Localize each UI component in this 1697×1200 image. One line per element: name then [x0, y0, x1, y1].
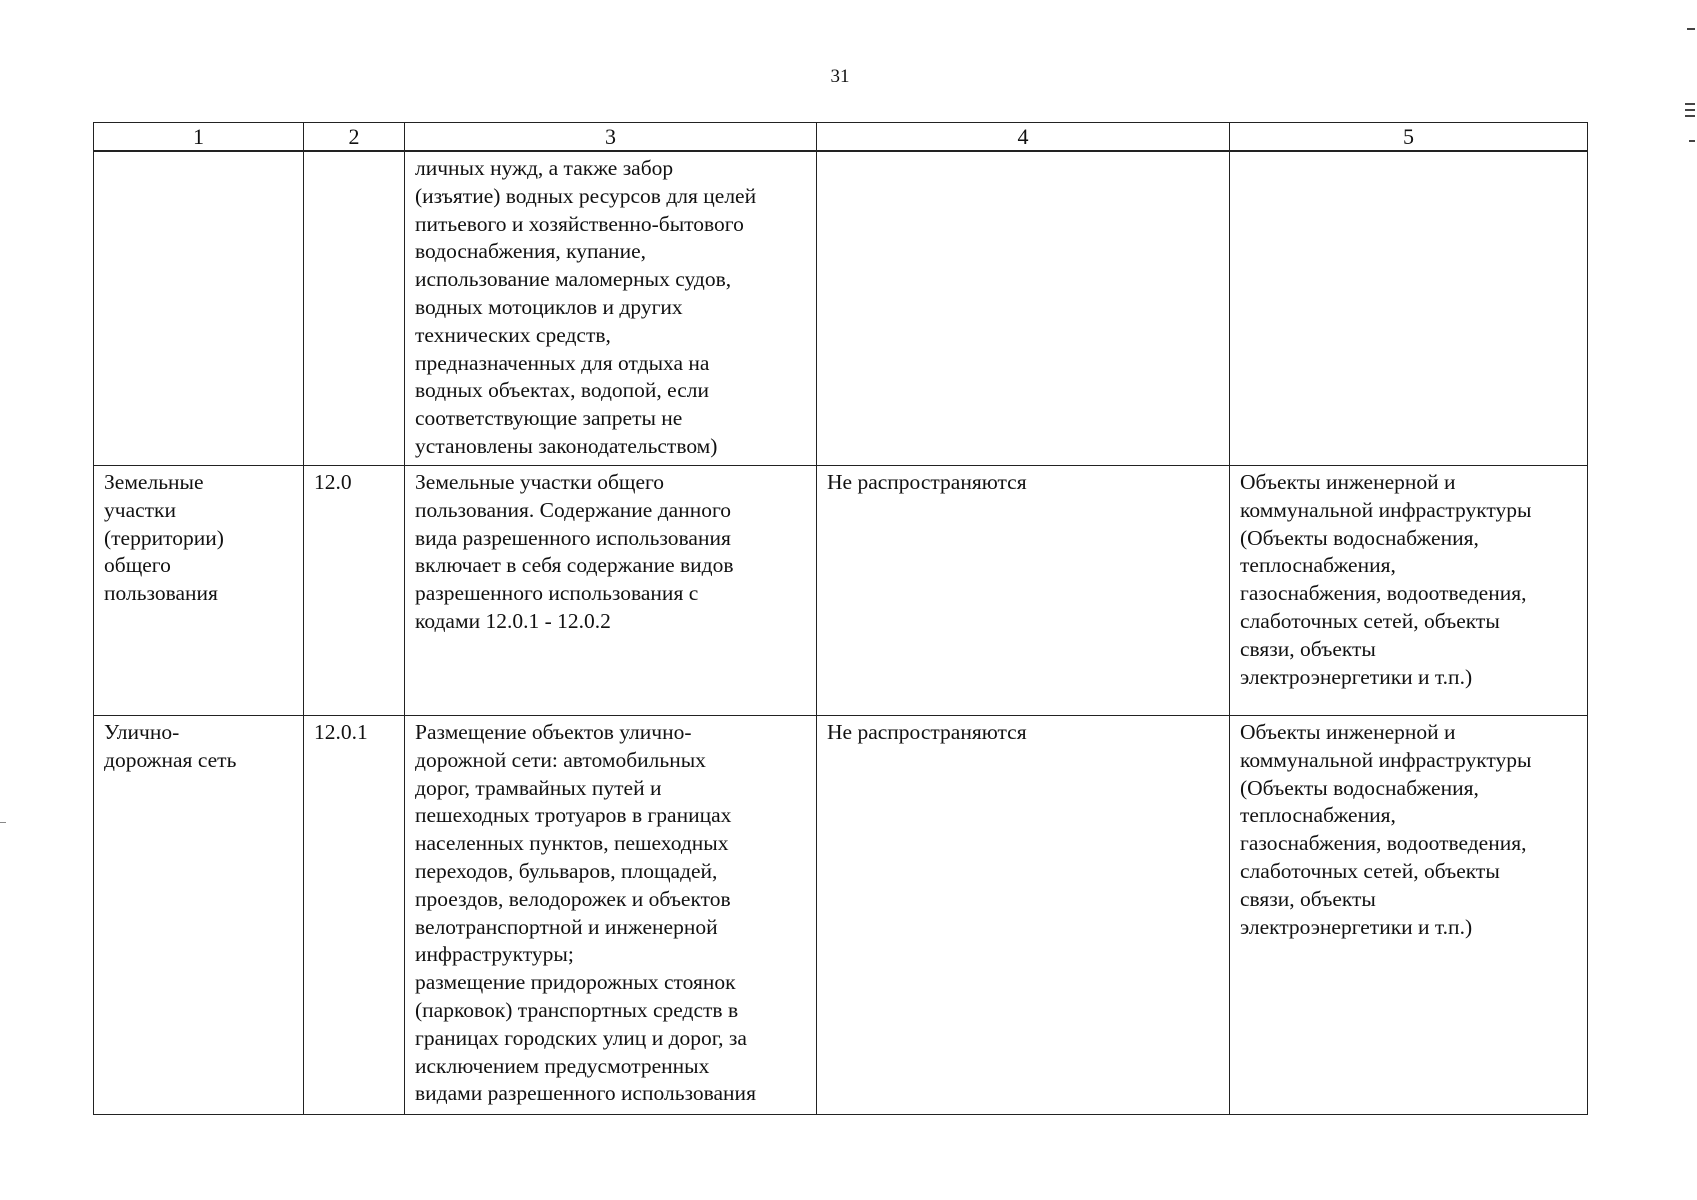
column-header-4: 4	[817, 123, 1230, 152]
column-header-2: 2	[304, 123, 405, 152]
cell-column-5	[1230, 151, 1588, 466]
cell-column-5: Объекты инженерной и коммунальной инфраструктуры (Объекты водоснабжения, теплоснабжения, газоснабжения, водоотведения, слаботочных сетей, объекты связи, объекты электроэнергетики и т.п.)	[1230, 466, 1588, 716]
scan-edge-mark	[1689, 140, 1695, 142]
cell-use-name	[94, 151, 304, 466]
cell-use-description: Земельные участки общего пользования. Содержание данного вида разрешенного использования включает в себя содержание видов разрешенного использования с кодами 12.0.1 - 12.0.2	[405, 466, 817, 716]
cell-column-4: Не распространяются	[817, 716, 1230, 1115]
cell-column-4	[817, 151, 1230, 466]
scan-edge-mark	[1685, 103, 1695, 105]
cell-use-name: Улично- дорожная сеть	[94, 716, 304, 1115]
cell-use-description: личных нужд, а также забор (изъятие) водных ресурсов для целей питьевого и хозяйственно-бытового водоснабжения, купание, использование маломерных судов, водных мотоциклов и других технических средств, предназначенных для отдыха на водных объектах, водопой, если соответствующие запреты не установлены законодательством)	[405, 151, 817, 466]
cell-use-code: 12.0	[304, 466, 405, 716]
scan-edge-mark	[0, 822, 6, 823]
scan-edge-mark	[1685, 109, 1695, 111]
column-header-5: 5	[1230, 123, 1588, 152]
cell-use-code	[304, 151, 405, 466]
scan-edge-mark	[1687, 28, 1695, 30]
cell-use-description: Размещение объектов улично- дорожной сети: автомобильных дорог, трамвайных путей и пешеходных тротуаров в границах населенных пунктов, пешеходных переходов, бульваров, площадей, проездов, велодорожек и объектов велотранспортной и инженерной инфраструктуры; размещение придорожных стоянок (парковок) транспортных средств в границах городских улиц и дорог, за исключением предусмотренных видами разрешенного использования	[405, 716, 817, 1115]
table-row	[94, 151, 1588, 466]
cell-use-code: 12.0.1	[304, 716, 405, 1115]
cell-use-name: Земельные участки (территории) общего пользования	[94, 466, 304, 716]
column-header-1: 1	[94, 123, 304, 152]
scan-edge-mark	[1685, 115, 1695, 117]
page-number: 31	[830, 66, 850, 87]
table-row	[94, 466, 1588, 716]
column-header-3: 3	[405, 123, 817, 152]
land-use-table	[93, 122, 1588, 1115]
table-row	[94, 716, 1588, 1115]
table-header-row	[94, 123, 1588, 152]
cell-column-5: Объекты инженерной и коммунальной инфраструктуры (Объекты водоснабжения, теплоснабжения, газоснабжения, водоотведения, слаботочных сетей, объекты связи, объекты электроэнергетики и т.п.)	[1230, 716, 1588, 1115]
cell-column-4: Не распространяются	[817, 466, 1230, 716]
